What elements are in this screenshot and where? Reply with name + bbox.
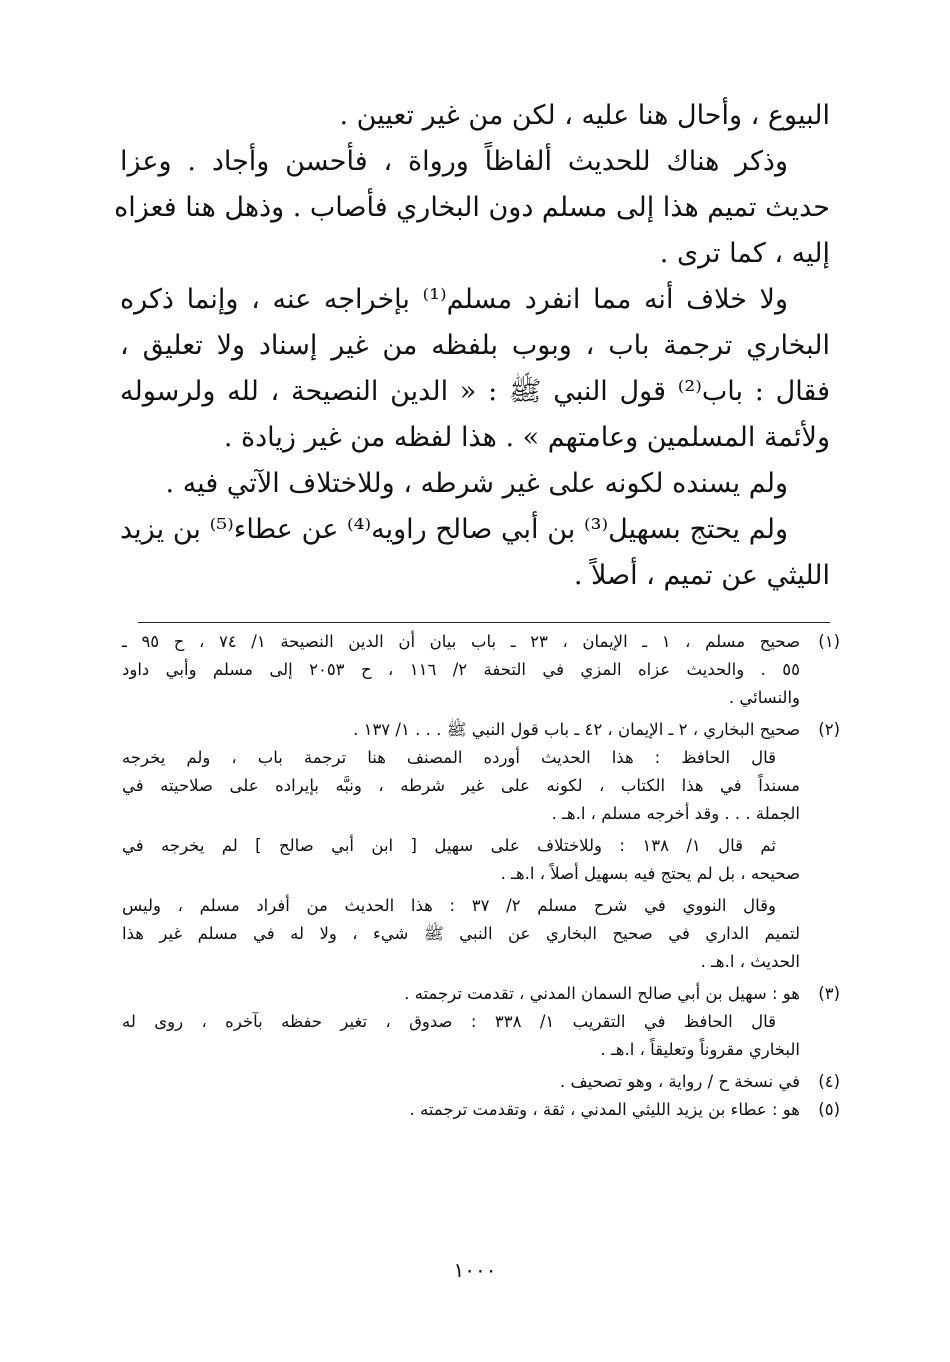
footnote-line: [122, 716, 840, 744]
body-line: إليه ، كما ترى .: [659, 238, 830, 269]
body-line: وذكر هناك للحديث ألفاظاً ورواة ، فأحسن وأجاد . وعزا: [120, 146, 788, 177]
body-line: فقال : باب⁽²⁾ قول النبي ﷺ : « الدين النصيحة ، لله ولرسوله: [120, 376, 830, 407]
body-line: ولأئمة المسلمين وعامتهم » . هذا لفظه من غير زيادة .: [223, 422, 830, 453]
footnote-number: (٢): [818, 720, 840, 739]
footnotes: [122, 628, 840, 1124]
footnote-text: صحيح مسلم ، ١ ـ الإيمان ، ٢٣ ـ باب بيان أن الدين النصيحة ١/ ٧٤ ، ح ٩٥ ـ: [122, 632, 800, 651]
footnote-line: الحديث ، ا.هـ .: [700, 952, 800, 971]
body-line: البيوع ، وأحال هنا عليه ، لكن من غير تعيين .: [339, 100, 830, 131]
body-line: الليثي عن تميم ، أصلاً .: [573, 560, 830, 591]
footnote-text: هو : عطاء بن يزيد الليثي المدني ، ثقة ، وتقدمت ترجمته .: [409, 1100, 800, 1119]
footnote-line: [122, 980, 840, 1008]
footnote-line: قال الحافظ : هذا الحديث أورده المصنف هنا ترجمة باب ، ولم يخرجه: [122, 748, 776, 767]
body-line: ولم يحتج بسهيل⁽³⁾ بن أبي صالح راويه⁽⁴⁾ عن عطاء⁽⁵⁾ بن يزيد: [120, 514, 788, 545]
footnote-line: [122, 628, 840, 656]
footnote-number: (٤): [818, 1072, 840, 1091]
footnote-line: قال الحافظ في التقريب ١/ ٣٣٨ : صدوق ، تغير حفظه بآخره ، روى له: [122, 1012, 776, 1031]
footnote-line: وقال النووي في شرح مسلم ٢/ ٣٧ : هذا الحديث من أفراد مسلم ، وليس: [122, 896, 776, 915]
page-number: ١٠٠٠: [453, 1258, 497, 1282]
footnote-line: البخاري مقروناً وتعليقاً ، ا.هـ .: [600, 1040, 800, 1059]
footnote-line: الجملة . . . وقد أخرجه مسلم ، ا.هـ .: [551, 804, 800, 823]
body-line: حديث تميم هذا إلى مسلم دون البخاري فأصاب . وذهل هنا فعزاه: [114, 192, 830, 223]
footnote-text: صحيح البخاري ، ٢ ـ الإيمان ، ٤٢ ـ باب قول النبي ﷺ . . . ١/ ١٣٧ .: [353, 720, 800, 739]
footnote-separator: [138, 622, 830, 623]
body-line: البخاري ترجمة باب ، وبوب بلفظه من غير إسناد ولا تعليق ،: [120, 330, 830, 361]
main-text: [114, 93, 830, 599]
footnote-line: [122, 1096, 840, 1124]
footnote-line: والنسائي .: [728, 688, 800, 707]
footnote-number: (٥): [818, 1100, 840, 1119]
footnote-text: في نسخة ح / رواية ، وهو تصحيف .: [560, 1072, 800, 1091]
footnote-line: ٥٥ . والحديث عزاه المزي في التحفة ٢/ ١١٦ ، ح ٢٠٥٣ إلى مسلم وأبي داود: [122, 660, 800, 679]
footnote-line: لتميم الداري في صحيح البخاري عن النبي ﷺ شيء ، ولا له في مسلم غير هذا: [122, 924, 800, 943]
body-line: ولم يسنده لكونه على غير شرطه ، وللاختلاف الآتي فيه .: [165, 468, 788, 499]
footnote-number: (١): [818, 632, 840, 651]
footnote-line: صحيحه ، بل لم يحتج فيه بسهيل أصلاً ، ا.هـ .: [500, 864, 800, 883]
body-line: ولا خلاف أنه مما انفرد مسلم⁽¹⁾ بإخراجه عنه ، وإنما ذكره: [120, 284, 788, 315]
footnote-line: ثم قال ١/ ١٣٨ : وللاختلاف على سهيل [ ابن أبي صالح ] لم يخرجه في: [122, 836, 777, 855]
footnote-line: مسنداً في هذا الكتاب ، لكونه على غير شرطه ، ونبَّه بإيراده على صلاحيته في: [122, 776, 800, 795]
footnote-text: هو : سهيل بن أبي صالح السمان المدني ، تقدمت ترجمته .: [404, 984, 800, 1003]
footnote-number: (٣): [818, 984, 840, 1003]
footnote-line: [122, 1068, 840, 1096]
